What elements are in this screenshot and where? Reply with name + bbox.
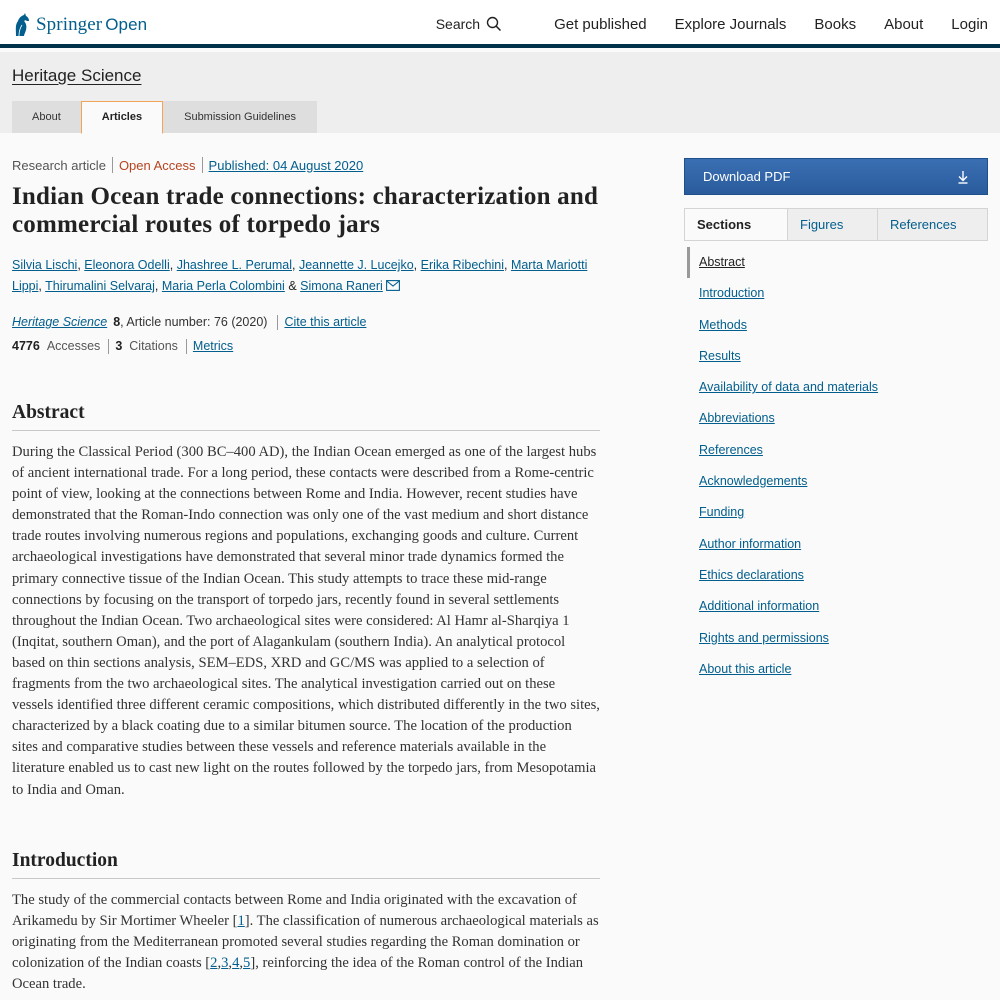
brand-name: Springer Open	[36, 14, 148, 35]
citations-label: Citations	[129, 339, 178, 353]
nav-explore-journals[interactable]: Explore Journals	[674, 15, 787, 33]
divider	[108, 339, 109, 354]
section-link-ethics-declarations[interactable]: Ethics declarations	[699, 567, 804, 582]
article-title: Indian Ocean trade connections: characterization and commercial routes of torpedo jars	[12, 183, 599, 238]
nav-about[interactable]: About	[884, 15, 924, 33]
author-link[interactable]: Jeannette J. Lucejko	[298, 258, 414, 272]
section-link-availability[interactable]: Availability of data and materials	[699, 380, 879, 395]
author-list: Silvia Lischi, Eleonora Odelli, Jhashree L. Perumal, Jeannette J. Lucejko, Erika Ribechini, Marta Mariotti Lippi, Thirumalini Selvaraj, Maria Perla Colombini & Simona Raneri	[12, 258, 588, 293]
tab-articles[interactable]: Articles	[81, 101, 163, 134]
section-link-abstract[interactable]: Abstract	[687, 247, 988, 278]
article-type: Research article	[12, 157, 106, 173]
author-link[interactable]: Simona Raneri	[300, 279, 383, 293]
mail-icon[interactable]	[386, 280, 400, 291]
tab-references[interactable]: References	[877, 209, 987, 240]
section-link-author-information[interactable]: Author information	[699, 536, 802, 551]
reference-link[interactable]: 5	[243, 955, 251, 972]
section-link-additional-information[interactable]: Additional information	[699, 599, 820, 614]
citations-count: 3	[115, 339, 123, 353]
tab-sections[interactable]: Sections	[685, 209, 787, 240]
download-pdf-label: Download PDF	[703, 169, 791, 184]
introduction-heading: Introduction	[12, 850, 600, 879]
abstract-heading: Abstract	[12, 402, 600, 431]
divider	[202, 157, 203, 173]
citation-line	[12, 314, 600, 330]
author-link[interactable]: Eleonora Odelli	[84, 258, 170, 272]
sections-list	[684, 247, 988, 685]
springer-horse-logo-icon	[12, 12, 32, 38]
site-header	[0, 0, 1000, 48]
section-link-acknowledgements[interactable]: Acknowledgements	[699, 474, 808, 489]
tab-figures[interactable]: Figures	[787, 209, 877, 240]
reference-link[interactable]: 2	[210, 955, 218, 972]
springer-open-logo[interactable]	[12, 11, 147, 39]
tab-submission-guidelines[interactable]: Submission Guidelines	[163, 101, 317, 133]
divider	[186, 339, 187, 354]
nav-get-published[interactable]: Get published	[554, 15, 647, 33]
article-sidebar	[684, 158, 988, 685]
divider	[277, 315, 278, 330]
section-link-abbreviations[interactable]: Abbreviations	[699, 411, 775, 426]
reference-link[interactable]: 4	[232, 955, 240, 972]
author-link[interactable]: Thirumalini Selvaraj	[45, 279, 155, 293]
search-icon	[486, 16, 502, 32]
author-link[interactable]: Silvia Lischi	[12, 258, 78, 272]
section-link-rights-and-permissions[interactable]: Rights and permissions	[699, 630, 829, 645]
sidebar-tabs	[684, 208, 988, 241]
search-label: Search	[435, 16, 481, 32]
author-link[interactable]: Jhashree L. Perumal	[176, 258, 293, 272]
author-link[interactable]: Marta Mariotti Lippi	[12, 258, 588, 293]
journal-name-link[interactable]: Heritage Science	[12, 315, 108, 329]
published-date-link[interactable]: Published: 04 August 2020	[208, 157, 364, 173]
reference-link[interactable]: 3	[221, 955, 229, 972]
cite-this-article-link[interactable]: Cite this article	[284, 315, 367, 329]
section-link-about-this-article[interactable]: About this article	[699, 661, 792, 676]
introduction-text: The study of the commercial contacts between Rome and India originated with the excavation of Arikamedu by Sir Mortimer Wheeler [1]. The classification of numerous archaeological materials as originating from the Mediterranean promoted several studies regarding the Roman domination or colonization of the Indian coasts [2,3,4,5], reinforcing the idea of the Roman control of the Indian Ocean trade.	[12, 892, 599, 993]
tab-about[interactable]: About	[12, 101, 81, 133]
volume: 8	[113, 315, 121, 329]
metrics-line	[12, 338, 600, 354]
open-access-badge: Open Access	[118, 157, 196, 173]
article-main	[12, 156, 600, 993]
metrics-link[interactable]: Metrics	[192, 339, 234, 353]
journal-title-link[interactable]: Heritage Science	[12, 66, 142, 85]
journal-band	[0, 52, 1000, 133]
nav-books[interactable]: Books	[814, 15, 857, 33]
section-link-introduction[interactable]: Introduction	[699, 286, 765, 301]
article-meta	[12, 156, 600, 174]
search-button[interactable]	[436, 16, 502, 32]
reference-link[interactable]: 1	[237, 913, 245, 930]
section-link-methods[interactable]: Methods	[699, 317, 747, 332]
author-link[interactable]: Maria Perla Colombini	[161, 279, 285, 293]
nav-login[interactable]: Login	[951, 15, 988, 33]
section-link-funding[interactable]: Funding	[699, 505, 745, 520]
top-nav	[436, 0, 988, 48]
download-arrow-icon	[957, 170, 969, 184]
accesses-count: 4776	[12, 339, 40, 353]
divider	[112, 157, 113, 173]
accesses-label: Accesses	[46, 339, 101, 353]
abstract-text: During the Classical Period (300 BC–400 AD), the Indian Ocean emerged as one of the largest hubs of ancient international trade. For a long period, these contacts were described from a Rome-centric point of view, looking at the connections between Rome and India. However, recent studies have demonstrated that the Roman-Indo connection was only one of the vast medium and short distance trade routes involving numerous regions and populations, exchanging goods and culture. Current archaeological investigations have demonstrated that several minor trade dynamics formed the primary connective tissue of the Indian Ocean. This study attempts to trace these mid-range connections by focusing on the transport of torpedo jars, recently found in several settlements throughout the Indian Ocean. Two archaeological sites were considered: Al Hamr al-Sharqiya 1 (Inqitat, southern Oman), and the port of Alagankulam (southern India). An analytical protocol based on thin sections analysis, SEM–EDS, XRD and GC/MS was applied to a selection of fragments from the two archaeological sites. The analytical investigation carried out on these vessels identified three different ceramic compositions, which distributed differently in the two sites, characterized by a black coating due to a similar bitumen source. The location of the production sites and comparative studies between these vessels and reference materials available in the literature enabled us to cast new light on the routes followed by the torpedo jars, from Mesopotamia to India and Oman.	[12, 444, 600, 798]
journal-tabs	[12, 101, 317, 133]
article-number: , Article number: 76 (2020)	[120, 315, 268, 329]
download-pdf-button[interactable]	[684, 158, 988, 195]
section-link-results[interactable]: Results	[699, 348, 741, 363]
author-link[interactable]: Erika Ribechini	[420, 258, 504, 272]
section-link-references[interactable]: References	[699, 442, 763, 457]
